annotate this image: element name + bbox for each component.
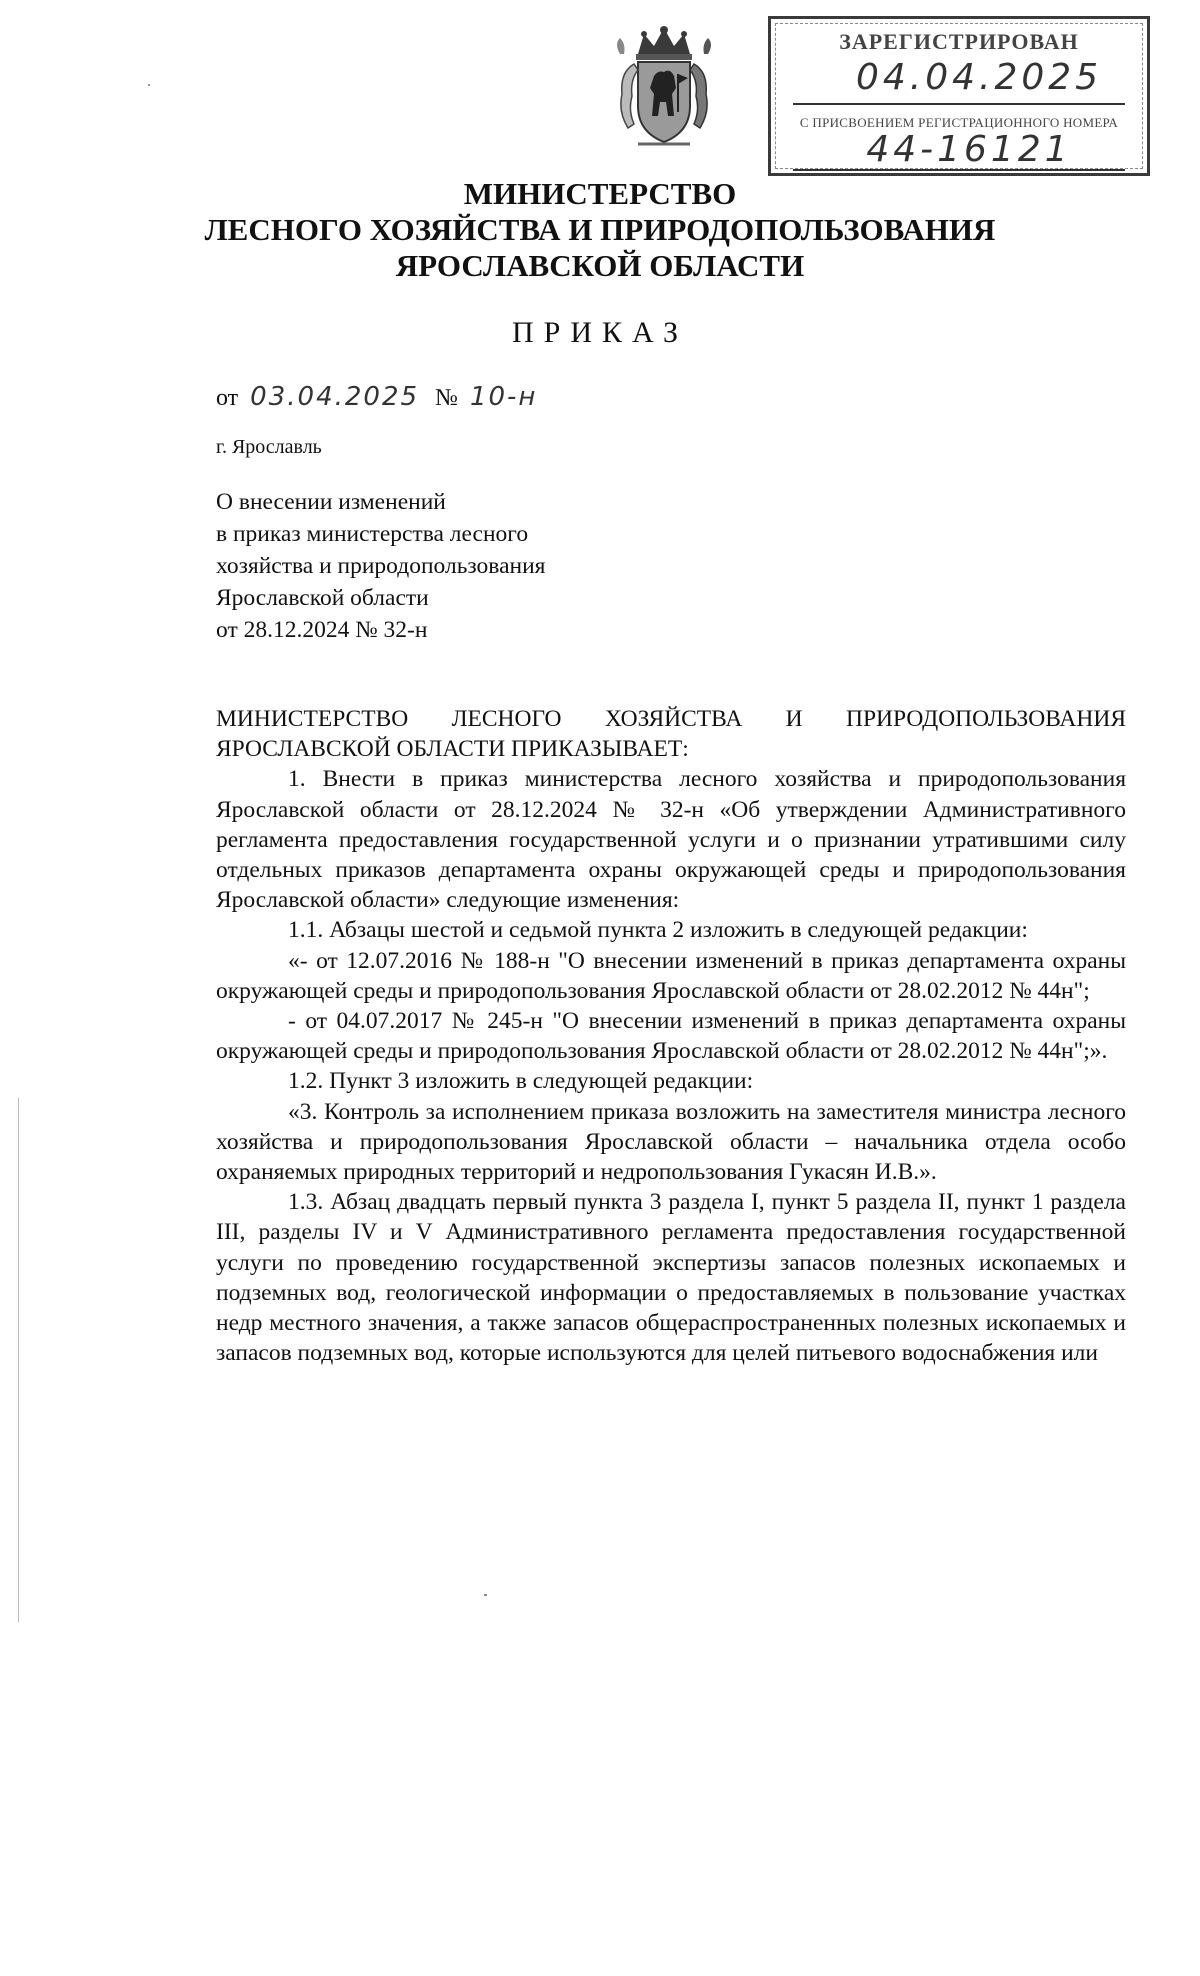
ministry-line: ЯРОСЛАВСКОЙ ОБЛАСТИ xyxy=(395,248,805,283)
paragraph-1-1-b: - от 04.07.2017 № 245-н "О внесении изменений в приказ департамента охраны окружающей среды и природопользования Ярославской области от 28.02.2012 № 44н";». xyxy=(216,1008,1126,1065)
paragraph-1-2: 1.2. Пункт 3 изложить в следующей редакции: xyxy=(288,1068,754,1095)
ministry-line: МИНИСТЕРСТВО xyxy=(463,176,737,211)
order-intro: МИНИСТЕРСТВО ЛЕСНОГО ХОЗЯЙСТВА И ПРИРОДОПОЛЬЗОВАНИЯ ЯРОСЛАВСКОЙ ОБЛАСТИ ПРИКАЗЫВАЕТ: xyxy=(216,706,1126,763)
city: г. Ярославль xyxy=(216,436,322,458)
scan-speck xyxy=(148,84,150,86)
registration-stamp xyxy=(768,16,1150,176)
scan-speck xyxy=(484,1594,487,1596)
document-type: ПРИКАЗ xyxy=(512,316,688,349)
subject-line: от 28.12.2024 № 32-н xyxy=(216,617,428,643)
scan-edge-mark xyxy=(18,1098,19,1622)
stamp-divider xyxy=(793,103,1125,105)
subject-line: О внесении изменений xyxy=(216,489,446,515)
paragraph-1-3: 1.3. Абзац двадцать первый пункта 3 раздела I, пункт 5 раздела II, пункт 1 раздела III, разделы IV и V Административного регламента предоставления государственной услуги по проведению государственной экспертизы запасов полезных ископаемых и подземных вод, геологической информации о предоставляемых в пользование участках недр местного значения, а также запасов общераспространенных полезных ископаемых и запасов подземных вод, которые используются для целей питьевого водоснабжения или xyxy=(216,1189,1126,1367)
paragraph-1-1: 1.1. Абзацы шестой и седьмой пункта 2 изложить в следующей редакции: xyxy=(288,917,1028,944)
stamp-date: 04.04.2025 xyxy=(855,57,1103,98)
paragraph-1-1-a: «- от 12.07.2016 № 188-н "О внесении изменений в приказ департамента охраны окружающей среды и природопользования Ярославской области от 28.02.2012 № 44н"; xyxy=(216,947,1126,1004)
order-subject xyxy=(216,486,736,646)
paragraph-1-2-a: «3. Контроль за исполнением приказа возложить на заместителя министра лесного хозяйства и природопользования Ярославской области – начальника отдела особо охраняемых природных территорий и недропользования Гукасян И.В.». xyxy=(216,1098,1126,1186)
order-body xyxy=(216,704,1126,1368)
subject-line: хозяйства и природопользования xyxy=(216,553,546,579)
stamp-registration-number: 44-16121 xyxy=(866,129,1072,170)
number-label: № xyxy=(435,385,458,411)
subject-line: в приказ министерства лесного xyxy=(216,521,529,547)
ministry-line: ЛЕСНОГО ХОЗЯЙСТВА И ПРИРОДОПОЛЬЗОВАНИЯ xyxy=(204,212,996,247)
coat-of-arms-icon xyxy=(598,24,730,152)
stamp-subtitle: С ПРИСВОЕНИЕМ РЕГИСТРАЦИОННОГО НОМЕРА xyxy=(799,115,1119,130)
stamp-divider xyxy=(793,169,1125,171)
order-date-number xyxy=(216,382,547,412)
ministry-title xyxy=(150,176,1050,284)
order-date: 03.04.2025 xyxy=(250,382,420,412)
order-number: 10-н xyxy=(469,382,538,412)
subject-line: Ярославской области xyxy=(216,585,429,611)
from-label: от xyxy=(216,385,239,411)
paragraph-1: 1. Внести в приказ министерства лесного хозяйства и природопользования Ярославской области от 28.12.2024 № 32-н «Об утверждении Административного регламента предоставления государственной услуги и о признании утратившими силу отдельных приказов департамента охраны окружающей среды и природопользования Ярославской области» следующие изменения: xyxy=(216,766,1126,914)
stamp-title: ЗАРЕГИСТРИРОВАН xyxy=(839,29,1079,54)
